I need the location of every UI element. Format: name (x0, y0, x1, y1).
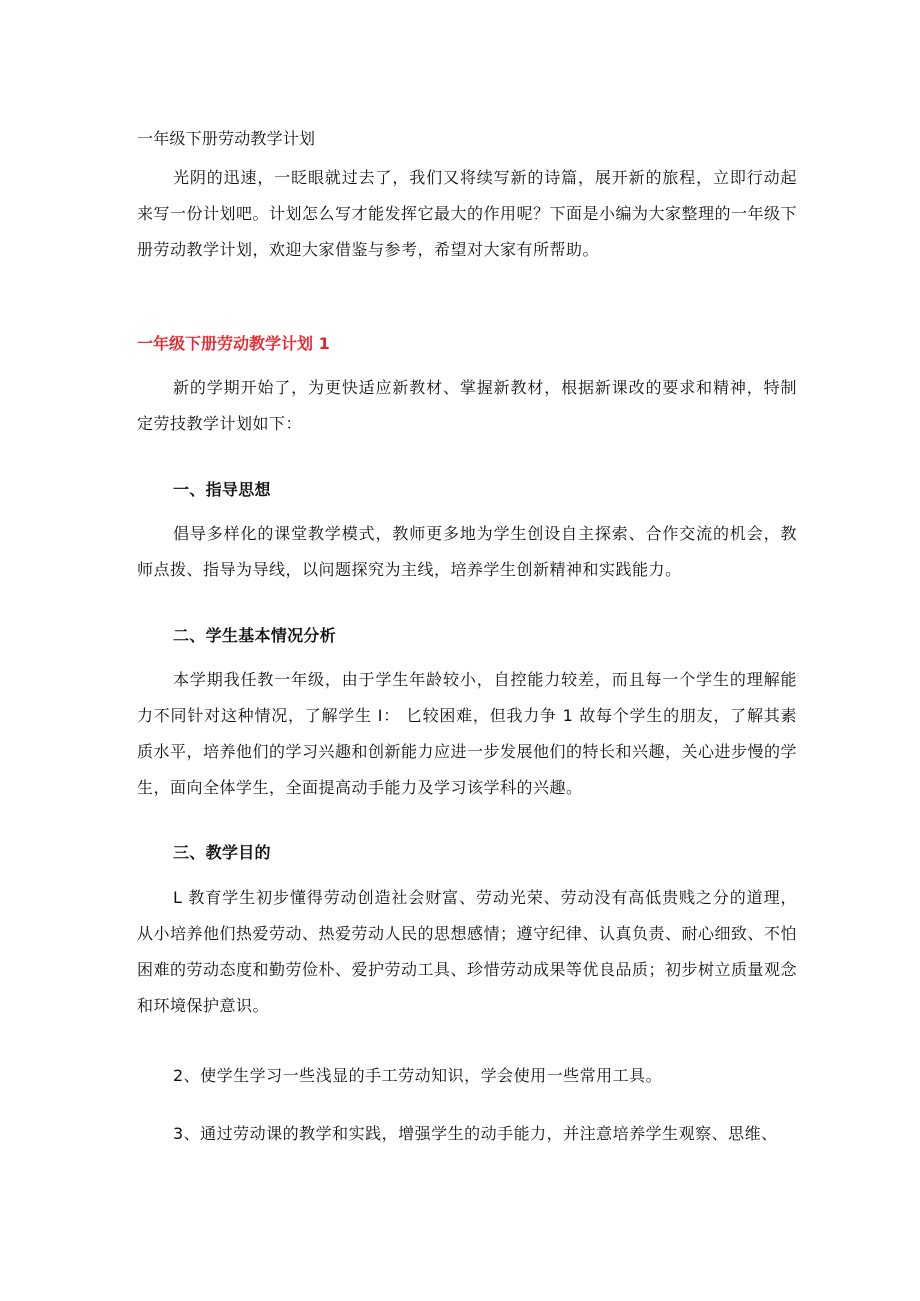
teaching-goal-3-paragraph: 3、通过劳动课的教学和实践，增强学生的动手能力，并注意培养学生观察、思维、 (173, 1124, 778, 1143)
section-intro-paragraph: 新的学期开始了，为更快适应新教材、掌握新教材，根据新课改的要求和精神，特制定劳技教学计划如下： (137, 378, 797, 433)
guiding-thought-paragraph: 倡导多样化的课堂教学模式，教师更多地为学生创设自主探索、合作交流的机会，教师点拨、指导为导线，以问题探究为主线，培养学生创新精神和实践能力。 (137, 524, 797, 579)
teaching-goal-2-paragraph: 2、使学生学习一些浅显的手工劳动知识，学会使用一些常用工具。 (173, 1066, 663, 1085)
student-analysis-paragraph: 本学期我任教一年级，由于学生年龄较小，自控能力较差，而且每一个学生的理解能力不同针对这种情况，了解学生 I： 匕较困难，但我力争 1 故每个学生的朋友，了解其素质水平，培养他们的学习兴趣和创新能力应进一步发展他们的特长和兴趣，关心进步慢的学生，面向全体学生，全面提高动手能力及学习该学科的兴趣。 (137, 670, 798, 797)
intro-paragraph: 光阴的迅速，一眨眼就过去了，我们又将续写新的诗篇，展开新的旅程，立即行动起来写一份计划吧。计划怎么写才能发挥它最大的作用呢？下面是小编为大家整理的一年级下册劳动教学计划，欢迎大家借鉴与参考，希望对大家有所帮助。 (137, 168, 798, 259)
section-title: 一年级下册劳动教学计划 1 (137, 334, 330, 353)
heading-teaching-goals: 三、教学目的 (173, 843, 271, 862)
heading-guiding-thought: 一、指导思想 (173, 480, 271, 499)
document-title: 一年级下册劳动教学计划 (137, 129, 316, 148)
heading-student-analysis: 二、学生基本情况分析 (173, 626, 337, 645)
teaching-goal-1-paragraph: L 教育学生初步懂得劳动创造社会财富、劳动光荣、劳动没有高低贵贱之分的道理，从小培养他们热爱劳动、热爱劳动人民的思想感情；遵守纪律、认真负责、耐心细致、不怕困难的劳动态度和勤劳俭朴、爱护劳动工具、珍惜劳动成果等优良品质；初步树立质量观念和环境保护意识。 (137, 888, 798, 1015)
